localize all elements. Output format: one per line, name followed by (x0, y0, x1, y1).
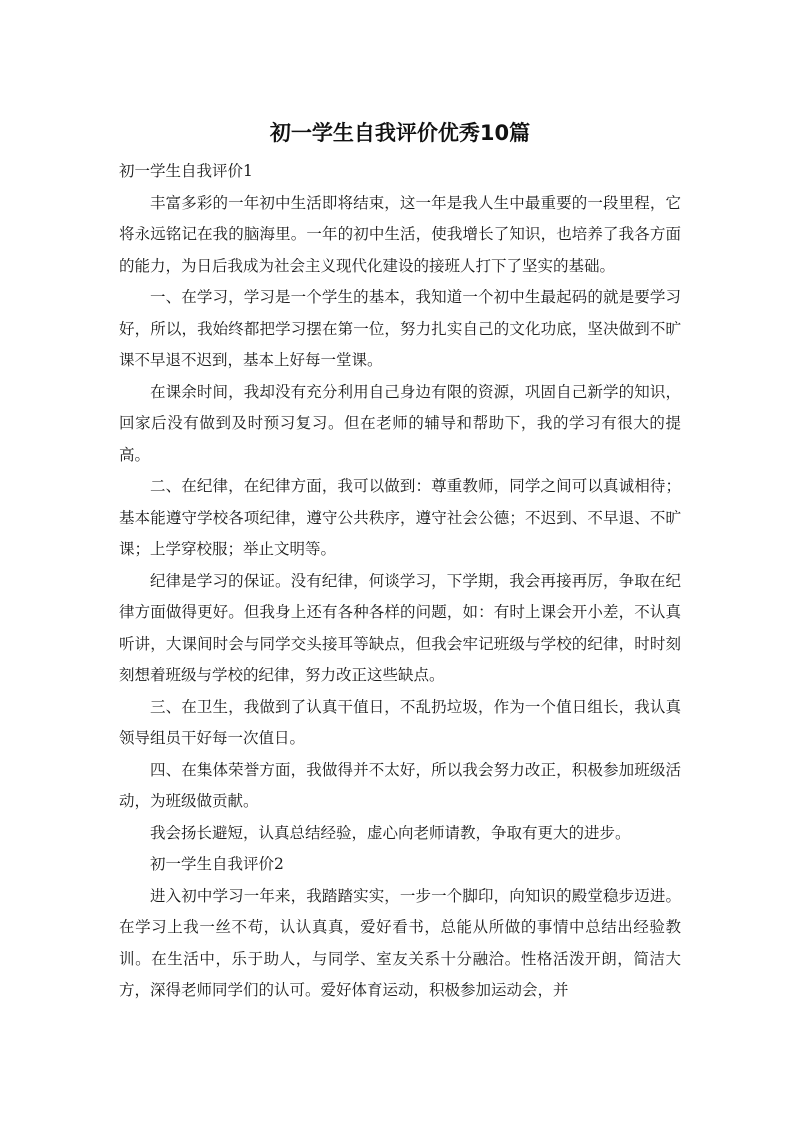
paragraph: 一、在学习，学习是一个学生的基本，我知道一个初中生最起码的就是要学习好，所以，我始终都把学习摆在第一位，努力扎实自己的文化功底，坚决做到不旷课不早退不迟到，基本上好每一堂课。 (119, 288, 681, 369)
paragraph: 三、在卫生，我做到了认真干值日，不乱扔垃圾，作为一个值日组长，我认真领导组员干好每一次值日。 (119, 697, 681, 747)
paragraph: 四、在集体荣誉方面，我做得并不太好，所以我会努力改正，积极参加班级活动，为班级做贡献。 (119, 760, 681, 810)
paragraph: 在课余时间，我却没有充分利用自己身边有限的资源，巩固自己新学的知识，回家后没有做到及时预习复习。但在老师的辅导和帮助下，我的学习有很大的提高。 (119, 382, 681, 464)
paragraph: 丰富多彩的一年初中生活即将结束，这一年是我人生中最重要的一段里程，它将永远铭记在我的脑海里。一年的初中生活，使我增长了知识，也培养了我各方面的能力，为日后我成为社会主义现代化建设的接班人打下了坚实的基础。 (119, 193, 681, 275)
section-heading-1: 初一学生自我评价1 (119, 162, 253, 180)
paragraph: 纪律是学习的保证。没有纪律，何谈学习，下学期，我会再接再厉，争取在纪律方面做得更好。但我身上还有各种各样的问题，如：有时上课会开小差，不认真听讲，大课间时会与同学交头接耳等缺点，但我会牢记班级与学校的纪律，时时刻刻想着班级与学校的纪律，努力改正这些缺点。 (119, 571, 681, 684)
document-title: 初一学生自我评价优秀10篇 (269, 121, 531, 145)
document-body (119, 156, 681, 1007)
section-heading-2: 初一学生自我评价2 (150, 855, 284, 873)
paragraph: 二、在纪律，在纪律方面，我可以做到：尊重教师，同学之间可以真诚相待；基本能遵守学校各项纪律，遵守公共秩序，遵守社会公德；不迟到、不早退、不旷课；上学穿校服；举止文明等。 (119, 477, 681, 558)
paragraph: 进入初中学习一年来，我踏踏实实，一步一个脚印，向知识的殿堂稳步迈进。在学习上我一丝不苟，认认真真，爱好看书，总能从所做的事情中总结出经验教训。在生活中，乐于助人，与同学、室友关系十分融洽。性格活泼开朗，简洁大方，深得老师同学们的认可。爱好体育运动，积极参加运动会，并 (119, 886, 681, 999)
paragraph: 我会扬长避短，认真总结经验，虚心向老师请教，争取有更大的进步。 (150, 823, 631, 842)
